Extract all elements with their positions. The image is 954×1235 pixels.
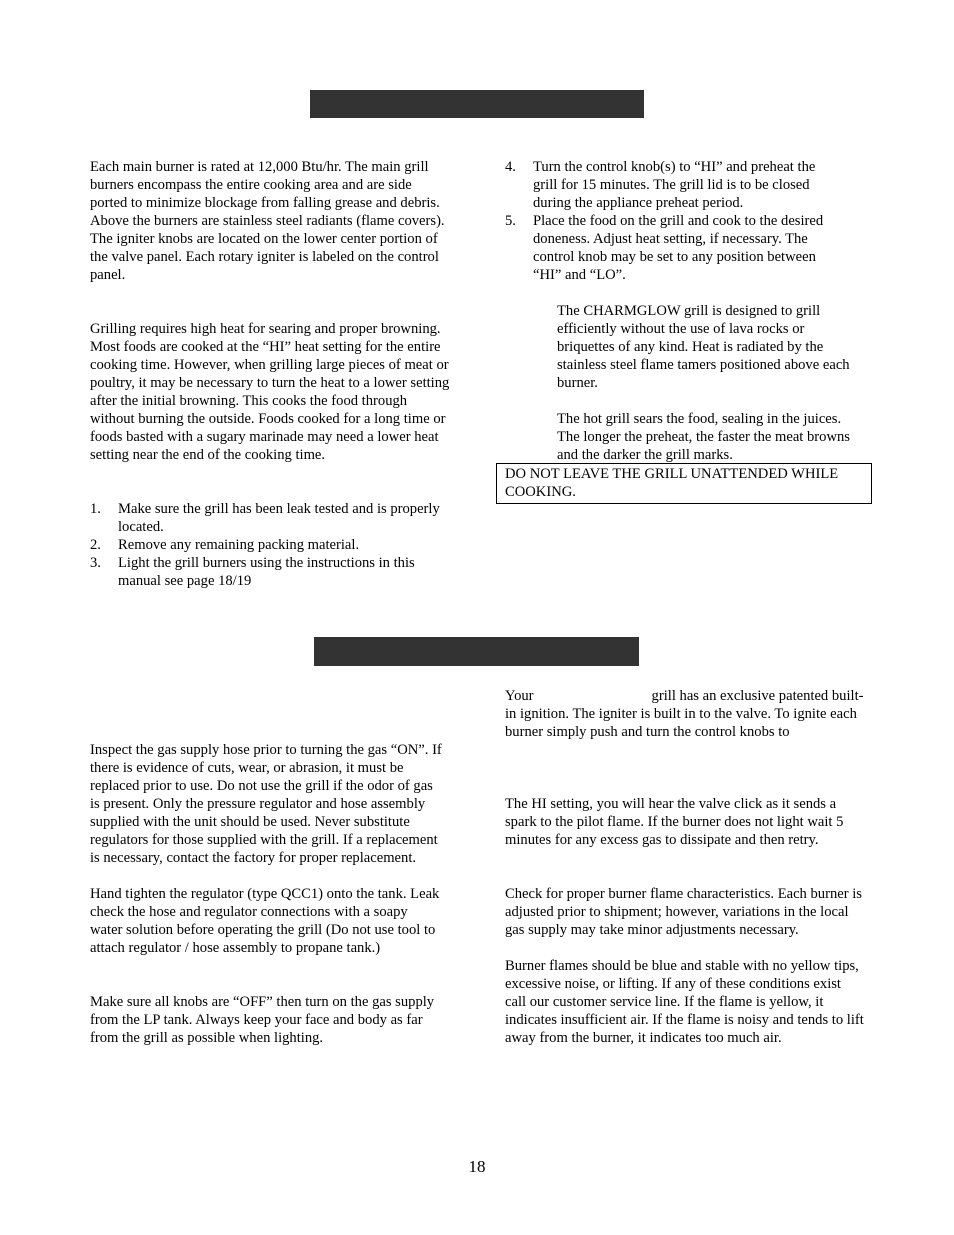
warning-box — [496, 463, 872, 504]
steps-list-1 — [90, 500, 440, 590]
page-number: 18 — [468, 1157, 486, 1176]
list-item: 5. Place the food on the grill and cook to the desired doneness. Adjust heat setting, if necessary. The control knob may be set to any position between “HI” and “LO”. — [505, 213, 824, 283]
warning-text: DO NOT LEAVE THE GRILL UNATTENDED WHILE COOKING. — [505, 466, 839, 500]
burner-description: Each main burner is rated at 12,000 Btu/hr. The main grill burners encompass the entire cooking area and are side ported to minimize blockage from falling grease and debris. Above the burners are stainless steel radiants (flame covers). The igniter knobs are located on the lower center portion of the valve panel. Each rotary igniter is labeled on the control panel. — [90, 159, 445, 283]
hose-inspection-paragraph: Inspect the gas supply hose prior to turning the gas “ON”. If there is evidence of cuts, wear, or abrasion, it must be replaced prior to use. Do not use the grill if the odor of gas is present. Only the pressure regulator and hose assembly supplied with the unit should be used. Never substitute regulators for those supplied with the grill. If a replacement is necessary, contact the factory for proper replacement. — [90, 742, 442, 866]
section-header-bar-1 — [310, 90, 644, 118]
list-item: 1. Make sure the grill has been leak tested and is properly located. — [90, 501, 440, 535]
ignition-paragraph: Your grill has an exclusive patented built-in ignition. The igniter is built in to the valve. To ignite each burner simply push and turn the control knobs to — [505, 688, 864, 740]
list-item: 2. Remove any remaining packing material. — [90, 537, 360, 553]
section1-left-column — [90, 158, 452, 590]
knobs-off-paragraph: Make sure all knobs are “OFF” then turn on the gas supply from the LP tank. Always keep your face and body as far from the grill as possible when lighting. — [90, 994, 435, 1046]
grilling-paragraph: Grilling requires high heat for searing and proper browning. Most foods are cooked at the “HI” heat setting for the entire cooking time. However, when grilling large pieces of meat or poultry, it may be necessary to turn the heat to a lower setting after the initial browning. This cooks the food through without burning the outside. Foods cooked for a long time or foods basted with a sugary marinade may need a lower heat setting near the end of the cooking time. — [90, 321, 450, 463]
flame-check-paragraph: Check for proper burner flame characteristics. Each burner is adjusted prior to shipment; however, variations in the local gas supply may take minor adjustments necessary. — [505, 886, 862, 938]
section2-right-column — [505, 687, 865, 1047]
section-header-bar-2 — [314, 637, 639, 666]
sear-paragraph: The hot grill sears the food, sealing in the juices. The longer the preheat, the faster the meat browns and the darker the grill marks. — [557, 411, 850, 463]
section2-left-column — [90, 741, 442, 1047]
regulator-paragraph: Hand tighten the regulator (type QCC1) onto the tank. Leak check the hose and regulator connections with a soapy water solution before operating the grill (Do not use tool to attach regulator / hose assembly to propane tank.) — [90, 886, 440, 956]
section1-right-column — [505, 158, 865, 464]
list-item: 3. Light the grill burners using the instructions in this manual see page 18/19 — [90, 555, 415, 589]
list-item: 4. Turn the control knob(s) to “HI” and preheat the grill for 15 minutes. The grill lid is to be closed during the appliance preheat period. — [505, 159, 816, 211]
hi-setting-paragraph: The HI setting, you will hear the valve click as it sends a spark to the pilot flame. If the burner does not light wait 5 minutes for any excess gas to dissipate and then retry. — [505, 796, 844, 848]
steps-list-2 — [505, 158, 841, 284]
flame-characteristics-paragraph: Burner flames should be blue and stable with no yellow tips, excessive noise, or lifting. If any of these conditions exist call our customer service line. If the flame is yellow, it indicates insufficient air. If the flame is noisy and tends to lift away from the burner, it indicates too much air. — [505, 958, 864, 1046]
charmglow-paragraph: The CHARMGLOW grill is designed to grill efficiently without the use of lava rocks or briquettes of any kind. Heat is radiated by the stainless steel flame tamers positioned above each burner. — [557, 303, 850, 391]
